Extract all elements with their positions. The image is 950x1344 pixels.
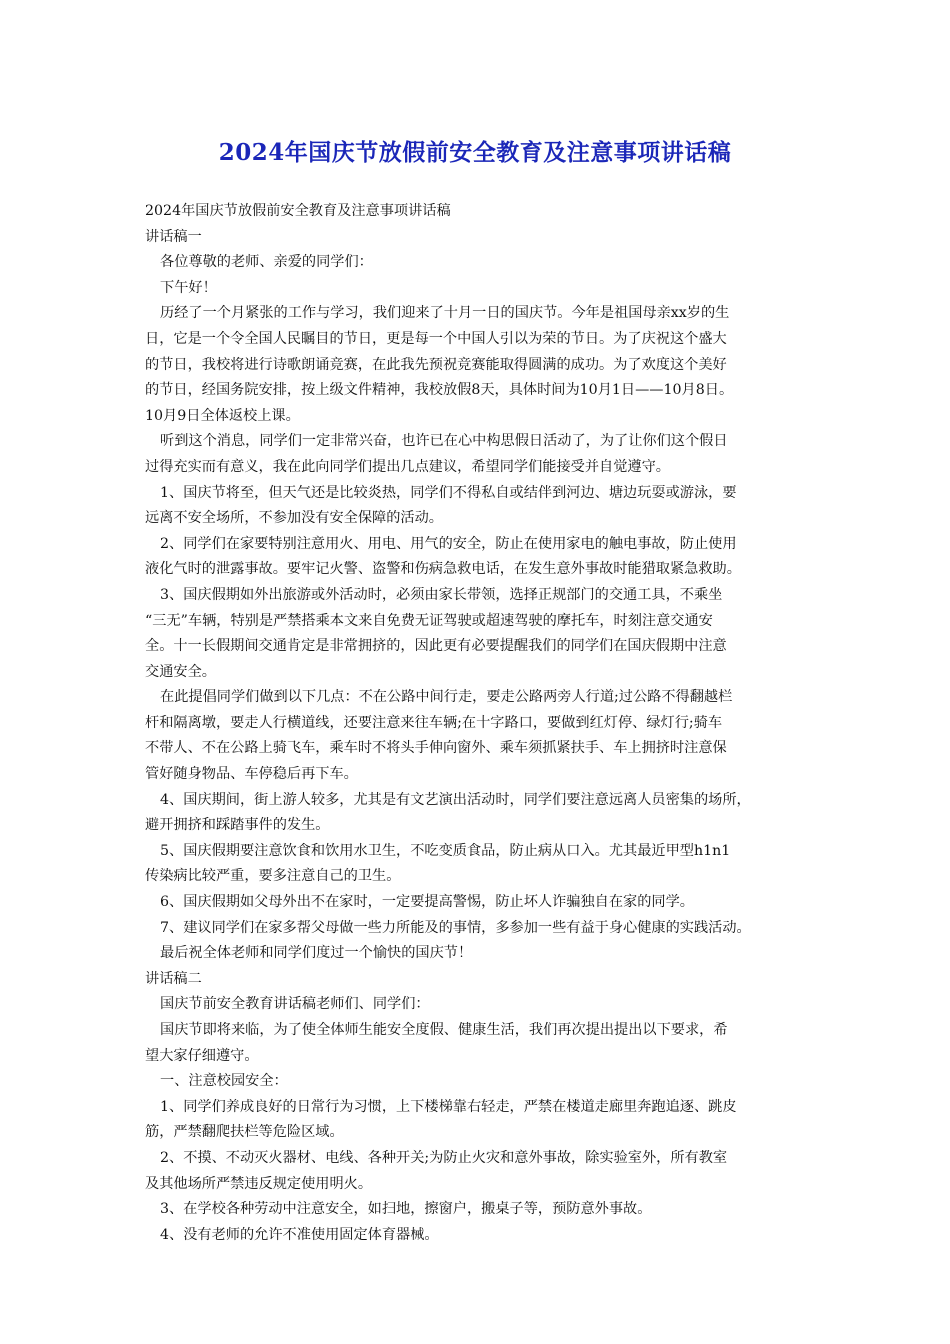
text-line: 液化气时的泄露事故。要牢记火警、盗警和伤病急救电话，在发生意外事故时能猎取紧急救助。 <box>145 561 741 578</box>
text-line: 不带人、不在公路上骑飞车，乘车时不将头手伸向窗外、乘车须抓紧扶手、车上拥挤时注意保 <box>145 740 727 757</box>
text-line: 2、同学们在家要特别注意用火、用电、用气的安全，防止在使用家电的触电事故，防止使用 <box>160 535 737 552</box>
text-line: 最后祝全体老师和同学们度过一个愉快的国庆节！ <box>160 945 473 962</box>
text-line: 历经了一个月紧张的工作与学习，我们迎来了十月一日的国庆节。今年是祖国母亲xx岁的生 <box>160 305 730 322</box>
text-line: 远离不安全场所，不参加没有安全保障的活动。 <box>145 510 443 527</box>
document-title: 2024年国庆节放假前安全教育及注意事项讲话稿 <box>218 139 732 166</box>
text-line: 讲话稿二 <box>145 970 202 987</box>
text-line: 日，它是一个令全国人民瞩目的节日，更是每一个中国人引以为荣的节日。为了庆祝这个盛大 <box>145 330 727 347</box>
text-line: 讲话稿一 <box>145 228 202 245</box>
text-line: 的节日，我校将进行诗歌朗诵竞赛，在此我先预祝竞赛能取得圆满的成功。为了欢度这个美好 <box>145 356 727 373</box>
text-line: 3、在学校各种劳动中注意安全，如扫地，擦窗户，搬桌子等，预防意外事故。 <box>160 1201 652 1218</box>
document-body <box>145 199 817 1248</box>
text-line: 1、同学们养成良好的日常行为习惯，上下楼梯靠右轻走，严禁在楼道走廊里奔跑追逐、跳皮 <box>160 1098 737 1115</box>
text-line: 1、国庆节将至，但天气还是比较炎热，同学们不得私自或结伴到河边、塘边玩耍或游泳，要 <box>160 484 737 501</box>
text-line: 4、国庆期间，街上游人较多，尤其是有文艺演出活动时，同学们要注意远离人员密集的场所， <box>160 791 751 808</box>
text-line: 各位尊敬的老师、亲爱的同学们： <box>160 254 373 271</box>
text-line: 10月9日全体返校上课。 <box>145 407 300 424</box>
text-line: 传染病比较严重，要多注意自己的卫生。 <box>145 868 401 885</box>
text-line: 避开拥挤和踩踏事件的发生。 <box>145 817 330 834</box>
text-line: 在此提倡同学们做到以下几点：不在公路中间行走，要走公路两旁人行道;过公路不得翻越栏 <box>160 689 733 706</box>
text-line: 交通安全。 <box>145 663 216 680</box>
text-line: 国庆节前安全教育讲话稿老师们、同学们： <box>160 996 430 1013</box>
text-line: 下午好！ <box>160 279 217 296</box>
text-line: 一、注意校园安全： <box>160 1073 288 1090</box>
text-line: 管好随身物品、车停稳后再下车。 <box>145 766 358 783</box>
text-line: 望大家仔细遵守。 <box>145 1047 259 1064</box>
text-line: 2、不摸、不动灭火器材、电线、各种开关;为防止火灾和意外事故，除实验室外，所有教室 <box>160 1149 728 1166</box>
text-line: 筋，严禁翻爬扶栏等危险区域。 <box>145 1124 344 1141</box>
text-line: “三无”车辆，特别是严禁搭乘本文来自免费无证驾驶或超速驾驶的摩托车，时刻注意交通安 <box>145 612 713 629</box>
text-line: 国庆节即将来临，为了使全体师生能安全度假、健康生活，我们再次提出提出以下要求，希 <box>160 1022 728 1038</box>
text-line: 的节日，经国务院安排，按上级文件精神，我校放假8天，具体时间为10月1日——10月8日。 <box>145 382 734 399</box>
text-line: 3、国庆假期如外出旅游或外活动时，必须由家长带领，选择正规部门的交通工具，不乘坐 <box>160 586 723 603</box>
text-line: 5、国庆假期要注意饮食和饮用水卫生，不吃变质食品，防止病从口入。尤其最近甲型h1n1 <box>160 842 731 859</box>
text-line: 4、没有老师的允许不准使用固定体育器械。 <box>160 1226 439 1243</box>
text-line: 2024年国庆节放假前安全教育及注意事项讲话稿 <box>145 203 451 219</box>
text-line: 全。十一长假期间交通肯定是非常拥挤的，因此更有必要提醒我们的同学们在国庆假期中注意 <box>145 638 727 655</box>
text-line: 杆和隔离墩，要走人行横道线，还要注意来往车辆;在十字路口，要做到红灯停、绿灯行;骑车 <box>145 714 723 731</box>
text-line: 7、建议同学们在家多帮父母做一些力所能及的事情，多参加一些有益于身心健康的实践活动。 <box>160 919 751 936</box>
text-line: 过得充实而有意义，我在此向同学们提出几点建议，希望同学们能接受并自觉遵守。 <box>145 458 670 475</box>
text-line: 及其他场所严禁违反规定使用明火。 <box>145 1175 373 1192</box>
text-line: 6、国庆假期如父母外出不在家时，一定要提高警惕，防止坏人诈骗独自在家的同学。 <box>160 894 694 911</box>
text-line: 听到这个消息，同学们一定非常兴奋，也许已在心中构思假日活动了，为了让你们这个假日 <box>160 433 728 450</box>
